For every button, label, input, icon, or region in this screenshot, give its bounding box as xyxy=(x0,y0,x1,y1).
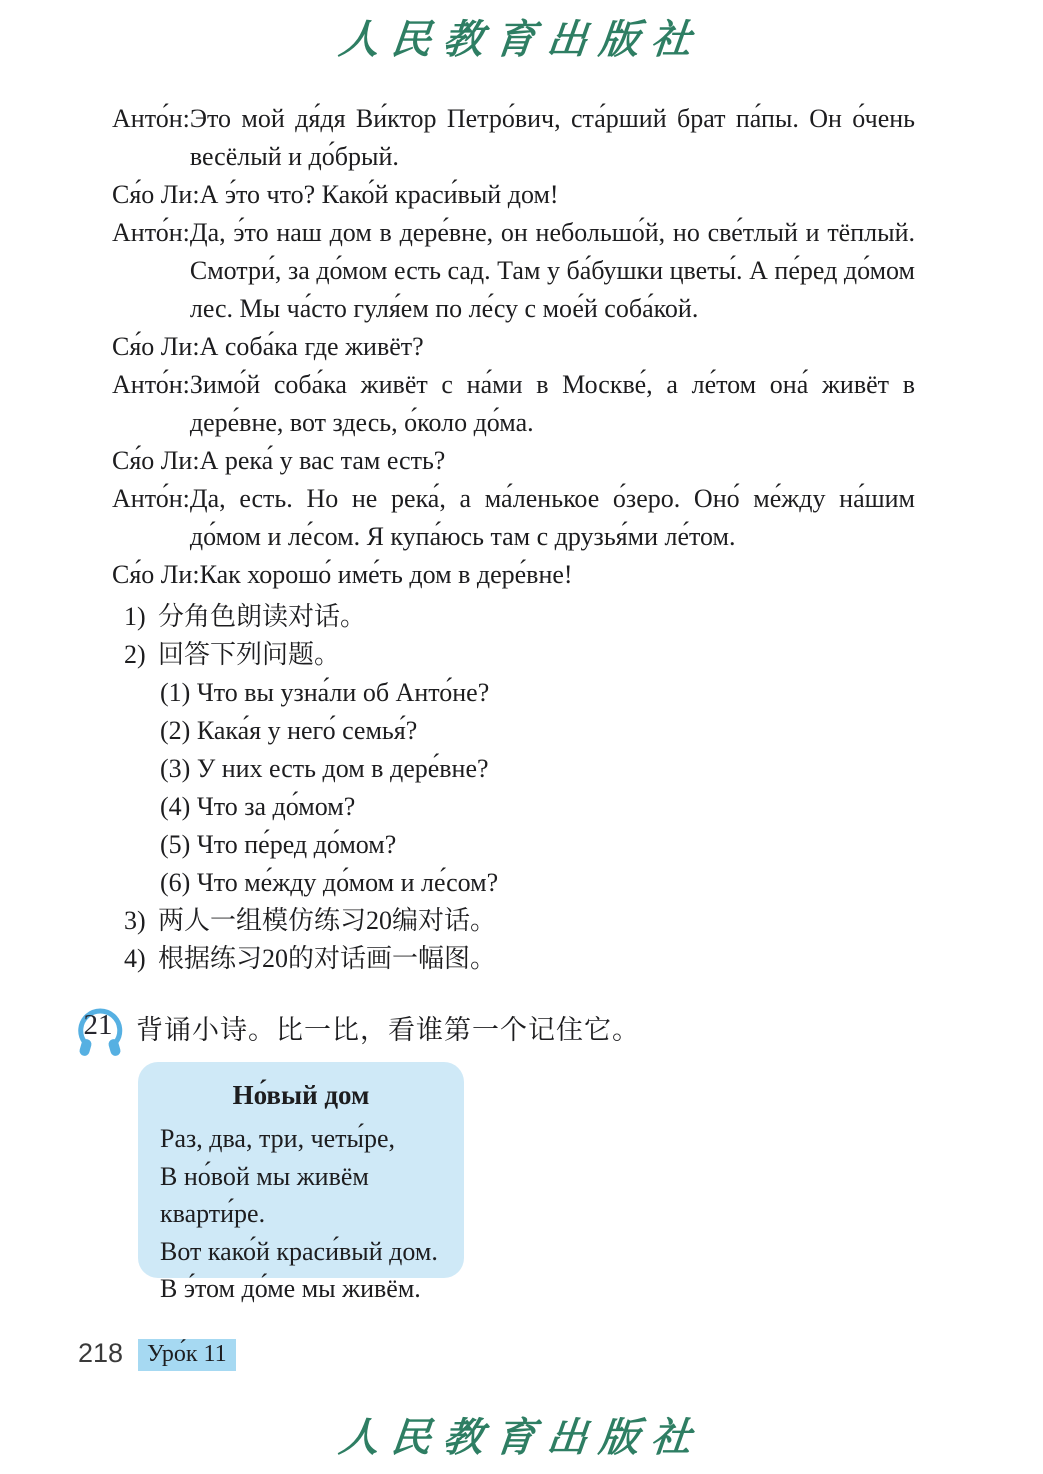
dialogue-speaker: Анто́н: xyxy=(112,104,190,133)
poem-line: В э́том до́ме мы живём. xyxy=(160,1274,421,1303)
dialogue-line: А соба́ка где живёт? xyxy=(199,332,424,361)
dialogue-line: А река́ у вас там есть? xyxy=(199,446,446,475)
dialogue-speaker: Анто́н: xyxy=(112,484,190,513)
dialogue-entry xyxy=(112,556,915,594)
dialogue-entry xyxy=(112,176,915,214)
dialogue-section xyxy=(112,100,915,594)
task-list xyxy=(124,598,918,978)
dialogue-speaker: Ся́о Ли: xyxy=(112,332,200,361)
dialogue-speaker: Ся́о Ли: xyxy=(112,560,200,589)
dialogue-entry xyxy=(112,366,915,442)
task-text: 两人一组模仿练习20编对话。 xyxy=(158,906,497,935)
publisher-logo-bottom: 人民教育出版社 xyxy=(336,1414,706,1461)
dialogue-speaker: Анто́н: xyxy=(112,218,190,247)
question-item: (1) Что вы узна́ли об Анто́не? xyxy=(160,678,490,707)
question-item: (6) Что ме́жду до́мом и ле́сом? xyxy=(160,868,499,897)
question-list xyxy=(160,674,918,902)
exercise-21-badge xyxy=(72,1000,128,1058)
task-number: 4) xyxy=(124,944,146,973)
question-item: (3) У них есть дом в дере́вне? xyxy=(160,754,489,783)
exercise-21-instruction: 背诵小诗。比一比，看谁第一个记住它。 xyxy=(136,1015,640,1045)
poem-box xyxy=(138,1062,464,1303)
question-item: (4) Что за до́мом? xyxy=(160,792,356,821)
dialogue-entry xyxy=(112,442,915,480)
poem-title: Но́вый дом xyxy=(232,1080,370,1110)
task-number: 1) xyxy=(124,602,146,631)
dialogue-entry xyxy=(112,214,915,328)
task-text: 回答下列问题。 xyxy=(158,640,341,669)
question-item: (2) Кака́я у него́ семья́? xyxy=(160,716,418,745)
task-item xyxy=(124,940,918,978)
dialogue-line: Зимо́й соба́ка живёт с на́ми в Москве́, а ле́том она́ живёт в дере́вне, вот здесь, о́коло до́ма. xyxy=(189,370,915,437)
task-text: 根据练习20的对话画一幅图。 xyxy=(158,944,497,973)
dialogue-line: Как хорошо́ име́ть дом в дере́вне! xyxy=(199,560,573,589)
question-item: (5) Что пе́ред до́мом? xyxy=(160,830,397,859)
dialogue-line: А э́то что? Како́й краси́вый дом! xyxy=(199,180,559,209)
dialogue-speaker: Ся́о Ли: xyxy=(112,180,200,209)
dialogue-entry xyxy=(112,480,915,556)
dialogue-line: Это мой дя́дя Ви́ктор Петро́вич, ста́рший брат па́пы. Он о́чень весёлый и до́брый. xyxy=(189,104,915,171)
lesson-badge: Уро́к 11 xyxy=(138,1339,236,1371)
poem-line: Раз, два, три, четы́ре, xyxy=(160,1124,396,1153)
exercise-number: 21 xyxy=(83,1009,113,1041)
task-text: 分角色朗读对话。 xyxy=(158,602,367,631)
poem-line: Вот како́й краси́вый дом. xyxy=(160,1236,438,1266)
publisher-logo-top: 人民教育出版社 xyxy=(336,16,706,63)
dialogue-line: Да, э́то наш дом в дере́вне, он небольшо́й, но све́тлый и тёплый. Смотри́, за до́мом есть сад. Там у ба́бушки цветы́. А пе́ред до́мом лес. Мы ча́сто гуля́ем по ле́су с мое́й соба́кой. xyxy=(189,218,915,323)
task-item xyxy=(124,598,918,636)
exercise-21-header xyxy=(72,1000,918,1060)
dialogue-speaker: Анто́н: xyxy=(112,370,190,399)
task-number: 2) xyxy=(124,640,146,669)
task-item xyxy=(124,636,918,674)
dialogue-line: Да, есть. Но не река́, а ма́ленькое о́зеро. Оно́ ме́жду на́шим до́мом и ле́сом. Я купа́юсь там с друзья́ми ле́том. xyxy=(189,484,915,551)
dialogue-entry xyxy=(112,328,915,366)
task-item xyxy=(124,902,918,940)
page-number: 218 xyxy=(78,1338,124,1368)
task-number: 3) xyxy=(124,906,146,935)
dialogue-entry xyxy=(112,100,915,176)
dialogue-speaker: Ся́о Ли: xyxy=(112,446,200,475)
poem-line: В но́вой мы живём кварти́ре. xyxy=(160,1161,369,1228)
